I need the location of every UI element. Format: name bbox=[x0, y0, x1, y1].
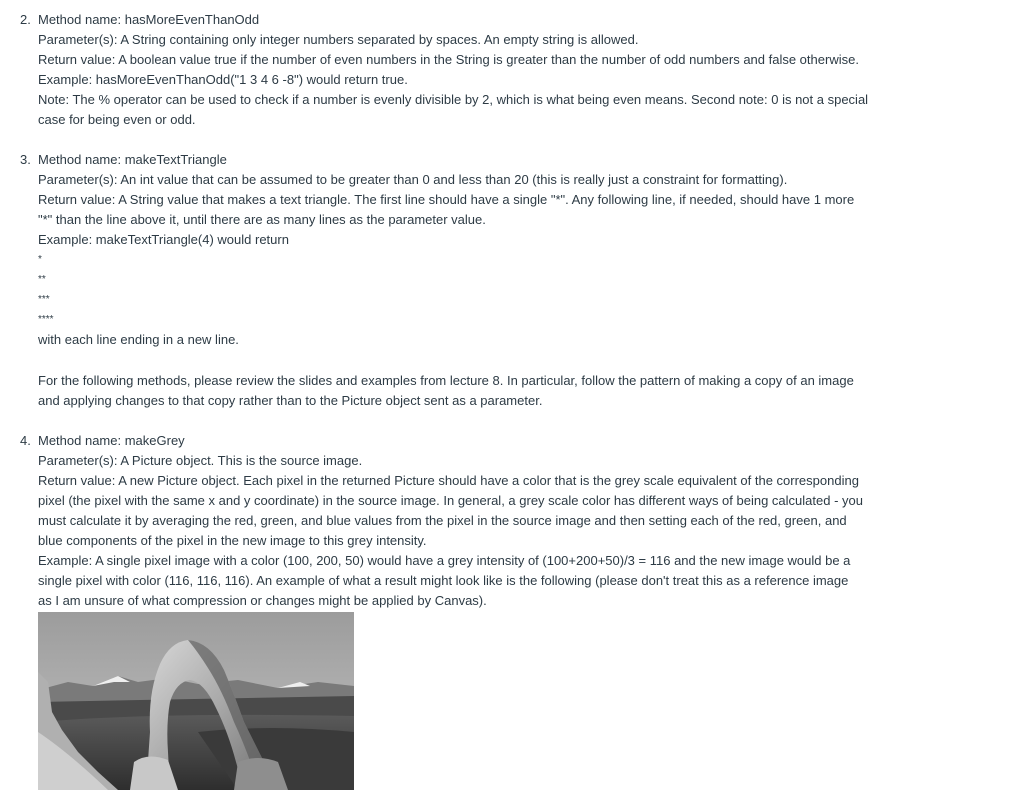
triangle-line: ** bbox=[38, 274, 46, 285]
method-name: Method name: hasMoreEvenThanOdd bbox=[38, 12, 260, 27]
greyscale-example-image bbox=[38, 612, 354, 790]
parameters: Parameter(s): An int value that can be assumed to be greater than 0 and less than 20 (this is really just a constraint for formatting). bbox=[38, 172, 788, 187]
note-line: Note: The % operator can be used to check if a number is evenly divisible by 2, which is what being even means. Second note: 0 is not a special bbox=[38, 92, 869, 107]
item-body bbox=[38, 150, 898, 350]
example-line: single pixel with color (116, 116, 116). An example of what a result might look like is the following (please don't treat this as a reference image bbox=[38, 573, 849, 588]
item-number: 2. bbox=[20, 12, 31, 27]
triangle-line: * bbox=[38, 254, 42, 265]
method-name: Method name: makeGrey bbox=[38, 433, 185, 448]
parameters: Parameter(s): A Picture object. This is the source image. bbox=[38, 453, 363, 468]
triangle-line: **** bbox=[38, 314, 54, 325]
example: Example: makeTextTriangle(4) would return bbox=[38, 232, 289, 247]
item-number: 4. bbox=[20, 433, 31, 448]
method-name: Method name: makeTextTriangle bbox=[38, 152, 227, 167]
return-value-line: must calculate it by averaging the red, green, and blue values from the pixel in the source image and then setting each of the red, green, and bbox=[38, 513, 847, 528]
item-number: 3. bbox=[20, 152, 31, 167]
return-value: Return value: A boolean value true if the number of even numbers in the String is greater than the number of odd numbers and false otherwise. bbox=[38, 52, 859, 67]
note-line: case for being even or odd. bbox=[38, 112, 196, 127]
triangle-note: with each line ending in a new line. bbox=[38, 332, 239, 347]
item-body bbox=[38, 431, 898, 611]
return-value-line: Return value: A new Picture object. Each pixel in the returned Picture should have a color that is the grey scale equivalent of the corresponding bbox=[38, 473, 859, 488]
parameters: Parameter(s): A String containing only integer numbers separated by spaces. An empty string is allowed. bbox=[38, 32, 639, 47]
return-value-line: "*" than the line above it, until there are as many lines as the parameter value. bbox=[38, 212, 486, 227]
item-body bbox=[38, 10, 898, 130]
return-value-line: blue components of the pixel in the new image to this grey intensity. bbox=[38, 533, 427, 548]
intro-line: For the following methods, please review the slides and examples from lecture 8. In particular, follow the pattern of making a copy of an image bbox=[38, 373, 854, 388]
example: Example: hasMoreEvenThanOdd("1 3 4 6 -8") would return true. bbox=[38, 72, 408, 87]
text-triangle bbox=[38, 250, 898, 330]
example-line: as I am unsure of what compression or changes might be applied by Canvas). bbox=[38, 593, 487, 608]
example-line: Example: A single pixel image with a color (100, 200, 50) would have a grey intensity of (100+200+50)/3 = 116 and the new image would be a bbox=[38, 553, 851, 568]
return-value-line: Return value: A String value that makes a text triangle. The first line should have a single "*". Any following line, if needed, should have 1 more bbox=[38, 192, 855, 207]
return-value-line: pixel (the pixel with the same x and y coordinate) in the source image. In general, a grey scale color has different ways of being calculated - you bbox=[38, 493, 863, 508]
intro-line: and applying changes to that copy rather than to the Picture object sent as a parameter. bbox=[38, 393, 543, 408]
lecture-intro bbox=[38, 371, 888, 411]
triangle-line: *** bbox=[38, 294, 50, 305]
